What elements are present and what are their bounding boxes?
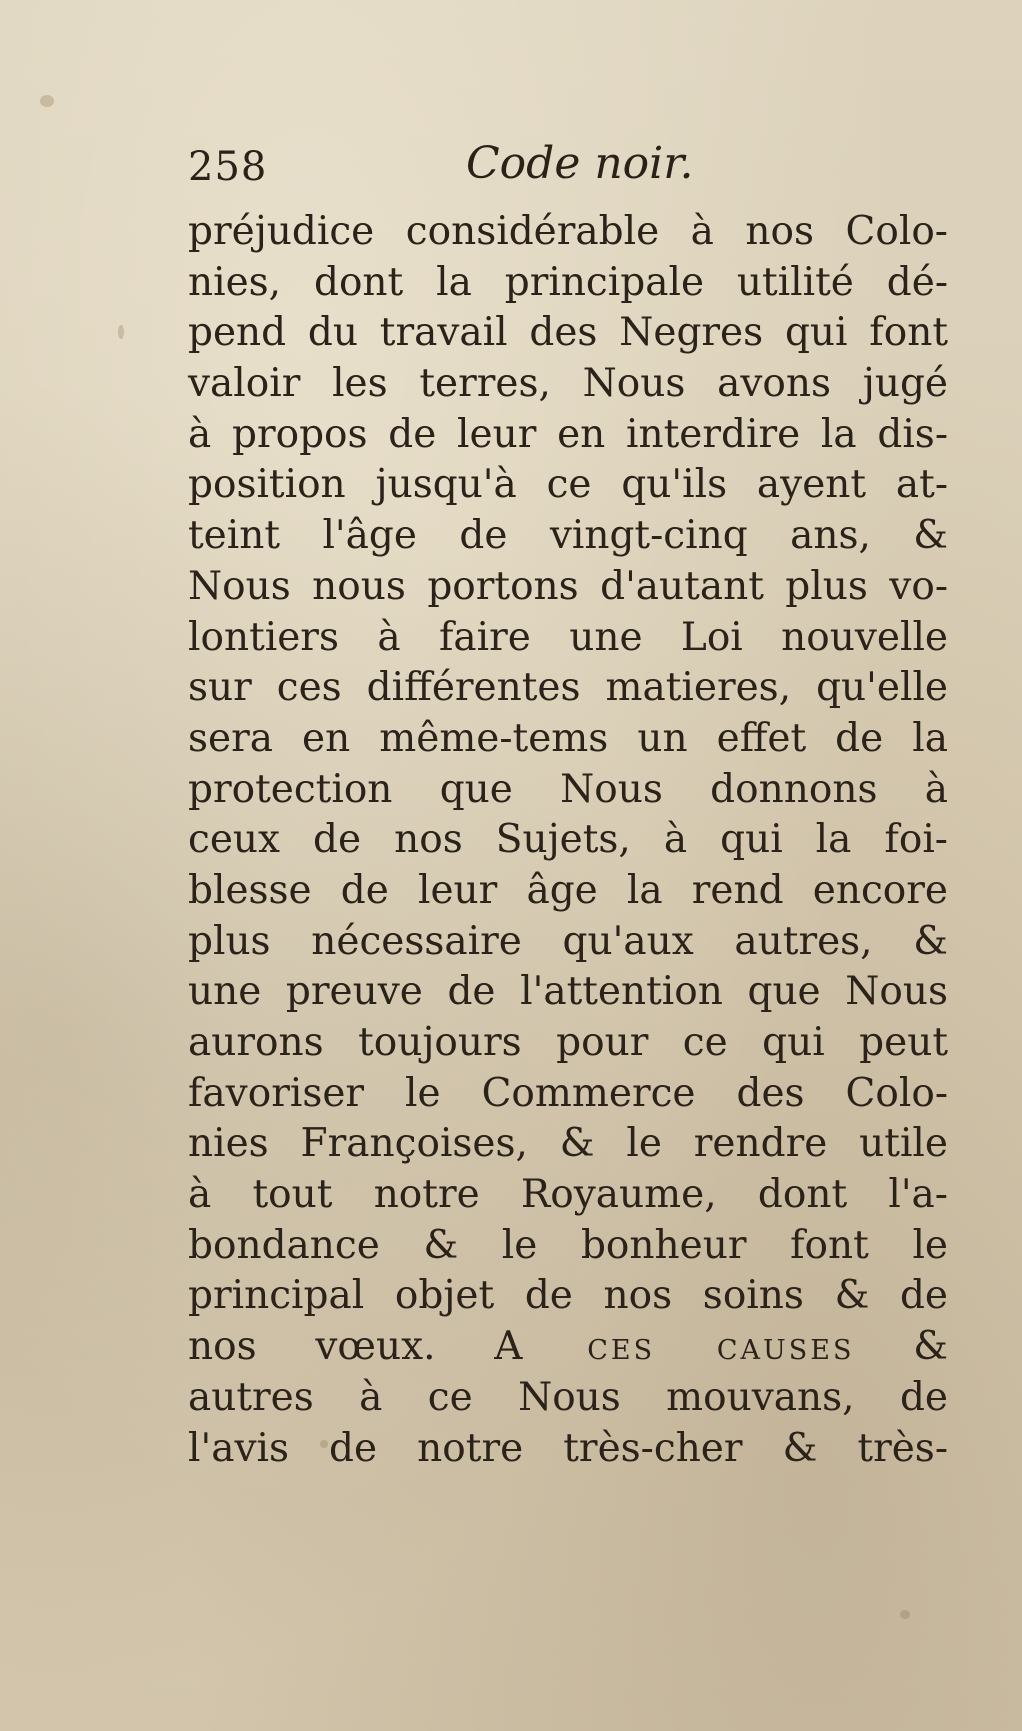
foxing-spot — [900, 1610, 910, 1619]
text-line: blesse de leur âge la rend encore — [188, 867, 948, 913]
text-line: bondance & le bonheur font le — [188, 1222, 948, 1268]
text-line: position jusqu'à ce qu'ils ayent at- — [188, 462, 948, 508]
text-line: l'avis de notre très-cher & très- — [188, 1425, 948, 1471]
text-line: nies, dont la principale utilité dé- — [188, 259, 948, 305]
text-line: lontiers à faire une Loi nouvelle — [188, 614, 948, 660]
text-line: principal objet de nos soins & de — [188, 1273, 948, 1319]
text-line: préjudice considérable à nos Colo- — [188, 209, 948, 254]
text-line: favoriser le Commerce des Colo- — [188, 1070, 948, 1116]
text-segment: & — [913, 1324, 948, 1370]
page-header — [188, 138, 948, 198]
text-line: une preuve de l'attention que Nous — [188, 969, 948, 1015]
text-line: Nous nous portons d'autant plus vo- — [188, 563, 948, 609]
foxing-spot — [40, 95, 54, 107]
text-line: teint l'âge de vingt-cinq ans, & — [188, 513, 948, 559]
page-number: 258 — [188, 144, 268, 190]
text-line: plus nécessaire qu'aux autres, & — [188, 918, 948, 964]
text-segment: nos vœux. — [188, 1324, 436, 1370]
text-line: sur ces différentes matieres, qu'elle — [188, 665, 948, 711]
body-text — [188, 207, 948, 1474]
text-line: à propos de leur en interdire la dis- — [188, 411, 948, 457]
text-line-with-smallcaps — [188, 1322, 948, 1373]
text-line: à tout notre Royaume, dont l'a- — [188, 1172, 948, 1218]
text-line: autres à ce Nous mouvans, de — [188, 1374, 948, 1420]
foxing-spot — [118, 325, 124, 339]
running-title: Code noir. — [466, 138, 694, 189]
smallcaps-phrase: A ces causes — [494, 1324, 855, 1370]
text-line: protection que Nous donnons à — [188, 766, 948, 812]
text-line: sera en même-tems un effet de la — [188, 715, 948, 761]
text-line: pend du travail des Negres qui font — [188, 310, 948, 356]
text-line: ceux de nos Sujets, à qui la foi- — [188, 817, 948, 863]
text-line: valoir les terres, Nous avons jugé — [188, 361, 948, 407]
text-line: nies Françoises, & le rendre utile — [188, 1121, 948, 1167]
text-line: aurons toujours pour ce qui peut — [188, 1020, 948, 1065]
